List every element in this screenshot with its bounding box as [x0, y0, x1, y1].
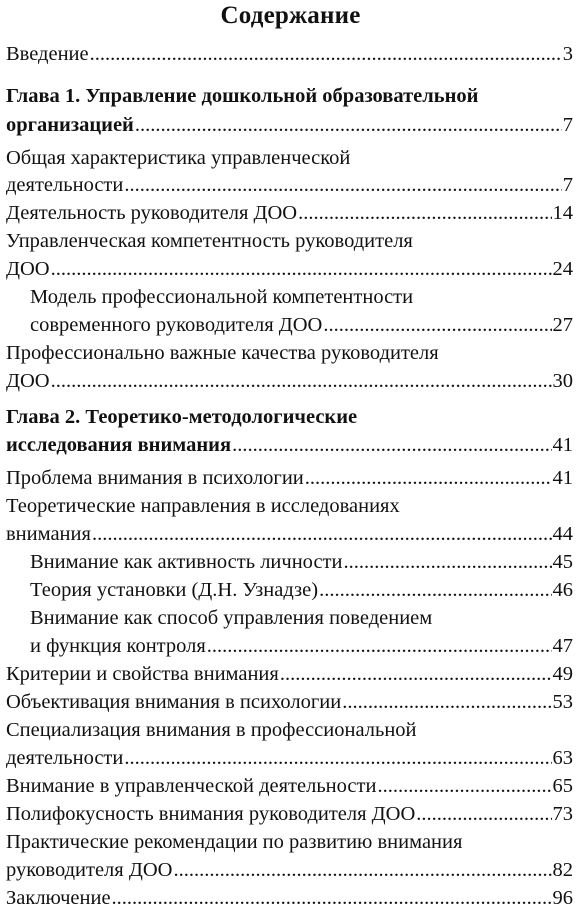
toc-entry-title: Внимание как активность личности [30, 551, 343, 573]
dot-leader [124, 172, 561, 198]
toc-entry-title: организацией [6, 114, 134, 136]
toc-entry-title: исследования внимания [6, 434, 232, 456]
dot-leader [112, 885, 552, 911]
dot-leader [343, 549, 551, 575]
toc-page-number: 24 [552, 258, 573, 280]
toc-entry-5-line2[interactable] [6, 368, 573, 394]
toc-page-number: 44 [552, 523, 573, 545]
toc-entry-title: Заключение [6, 887, 111, 909]
toc-entry-11[interactable] [6, 661, 573, 687]
dot-leader [416, 801, 551, 827]
toc-page-number: 30 [552, 370, 573, 392]
dot-leader [280, 661, 552, 687]
toc-page-number: 45 [552, 551, 573, 573]
toc-page-number: 7 [562, 174, 573, 196]
toc-page-number: 41 [552, 434, 573, 456]
toc-entry-12[interactable] [6, 689, 573, 715]
toc-chapter-1-line2[interactable] [6, 112, 573, 138]
toc-entry-title: Критерии и свойства внимания [6, 663, 279, 685]
toc-entry-title: современного руководителя ДОО [30, 314, 323, 336]
toc-entry-title: внимания [6, 523, 91, 545]
toc-entry-title: Теория установки (Д.Н. Узнадзе) [30, 579, 319, 601]
dot-leader [92, 521, 552, 547]
toc-page-number: 47 [552, 635, 573, 657]
toc-page-number: 27 [552, 314, 573, 336]
toc-chapter-2-line2[interactable] [6, 432, 573, 458]
toc-entry-3-line1[interactable]: Управленческая компетентность руководителя [6, 230, 413, 252]
toc-entry-16-line2[interactable] [6, 857, 573, 883]
toc-entry-10-line2[interactable] [30, 633, 573, 659]
toc-entry-title: Полифокусность внимания руководителя ДОО [6, 803, 416, 825]
toc-entry-title: Деятельность руководителя ДОО [6, 202, 298, 224]
dot-leader [305, 465, 552, 491]
toc-page-number: 82 [552, 859, 573, 881]
dot-leader [51, 368, 552, 394]
toc-entry-7-line1[interactable]: Теоретические направления в исследованиях [6, 495, 400, 517]
toc-page-number: 63 [552, 747, 573, 769]
toc-page-number: 96 [552, 887, 573, 909]
toc-entry-title: Внимание в управленческой деятельности [6, 775, 377, 797]
dot-leader [90, 41, 562, 67]
dot-leader [124, 745, 551, 771]
toc-entry-title: Введение [6, 43, 89, 65]
toc-entry-4-line1[interactable]: Модель профессиональной компетентности [30, 286, 414, 308]
toc-entry-3-line2[interactable] [6, 256, 573, 282]
toc-page-number: 53 [552, 691, 573, 713]
toc-entry-8[interactable] [30, 549, 573, 575]
toc-entry-7-line2[interactable] [6, 521, 573, 547]
toc-entry-13-line2[interactable] [6, 745, 573, 771]
toc-page-number: 14 [552, 202, 573, 224]
toc-page-number: 41 [552, 467, 573, 489]
toc-page-number: 49 [552, 663, 573, 685]
dot-leader [342, 689, 551, 715]
toc-entry-intro[interactable] [6, 41, 573, 67]
page-title: Содержание [220, 2, 361, 29]
toc-entry-title: деятельности [6, 747, 124, 769]
dot-leader [377, 773, 551, 799]
toc-entry-15[interactable] [6, 801, 573, 827]
toc-entry-title: Объективация внимания в психологии [6, 691, 342, 713]
dot-leader [135, 112, 562, 138]
toc-page-number: 46 [552, 579, 573, 601]
toc-entry-14[interactable] [6, 773, 573, 799]
dot-leader [232, 432, 551, 458]
toc-page-number: 73 [552, 803, 573, 825]
dot-leader [207, 633, 552, 659]
toc-entry-title: ДОО [6, 258, 50, 280]
dot-leader [319, 577, 551, 603]
toc-entry-title: и функция контроля [30, 635, 206, 657]
toc-entry-4-line2[interactable] [30, 312, 573, 338]
toc-entry-13-line1[interactable]: Специализация внимания в профессиональной [6, 719, 417, 741]
dot-leader [298, 200, 551, 226]
toc-entry-title: руководителя ДОО [6, 859, 173, 881]
dot-leader [323, 312, 551, 338]
toc-entry-6[interactable] [6, 465, 573, 491]
toc-page-number: 7 [562, 114, 573, 136]
toc-entry-1-line2[interactable] [6, 172, 573, 198]
dot-leader [173, 857, 551, 883]
toc-entry-10-line1[interactable]: Внимание как способ управления поведением [30, 607, 433, 629]
toc-entry-16-line1[interactable]: Практические рекомендации по развитию внимания [6, 831, 463, 853]
toc-page-number: 3 [562, 43, 573, 65]
toc-entry-9[interactable] [30, 577, 573, 603]
toc-chapter-1-line1[interactable]: Глава 1. Управление дошкольной образовательной [6, 85, 479, 107]
toc-entry-title: Проблема внимания в психологии [6, 467, 304, 489]
dot-leader [51, 256, 552, 282]
toc-entry-1-line1[interactable]: Общая характеристика управленческой [6, 147, 351, 169]
toc-entry-2[interactable] [6, 200, 573, 226]
toc-entry-5-line1[interactable]: Профессионально важные качества руководителя [6, 342, 439, 364]
toc-entry-title: ДОО [6, 370, 50, 392]
toc-entry-conclusion[interactable] [6, 885, 573, 911]
toc-entry-title: деятельности [6, 174, 124, 196]
toc-page-number: 65 [552, 775, 573, 797]
toc-chapter-2-line1[interactable]: Глава 2. Теоретико-методологические [6, 406, 358, 428]
